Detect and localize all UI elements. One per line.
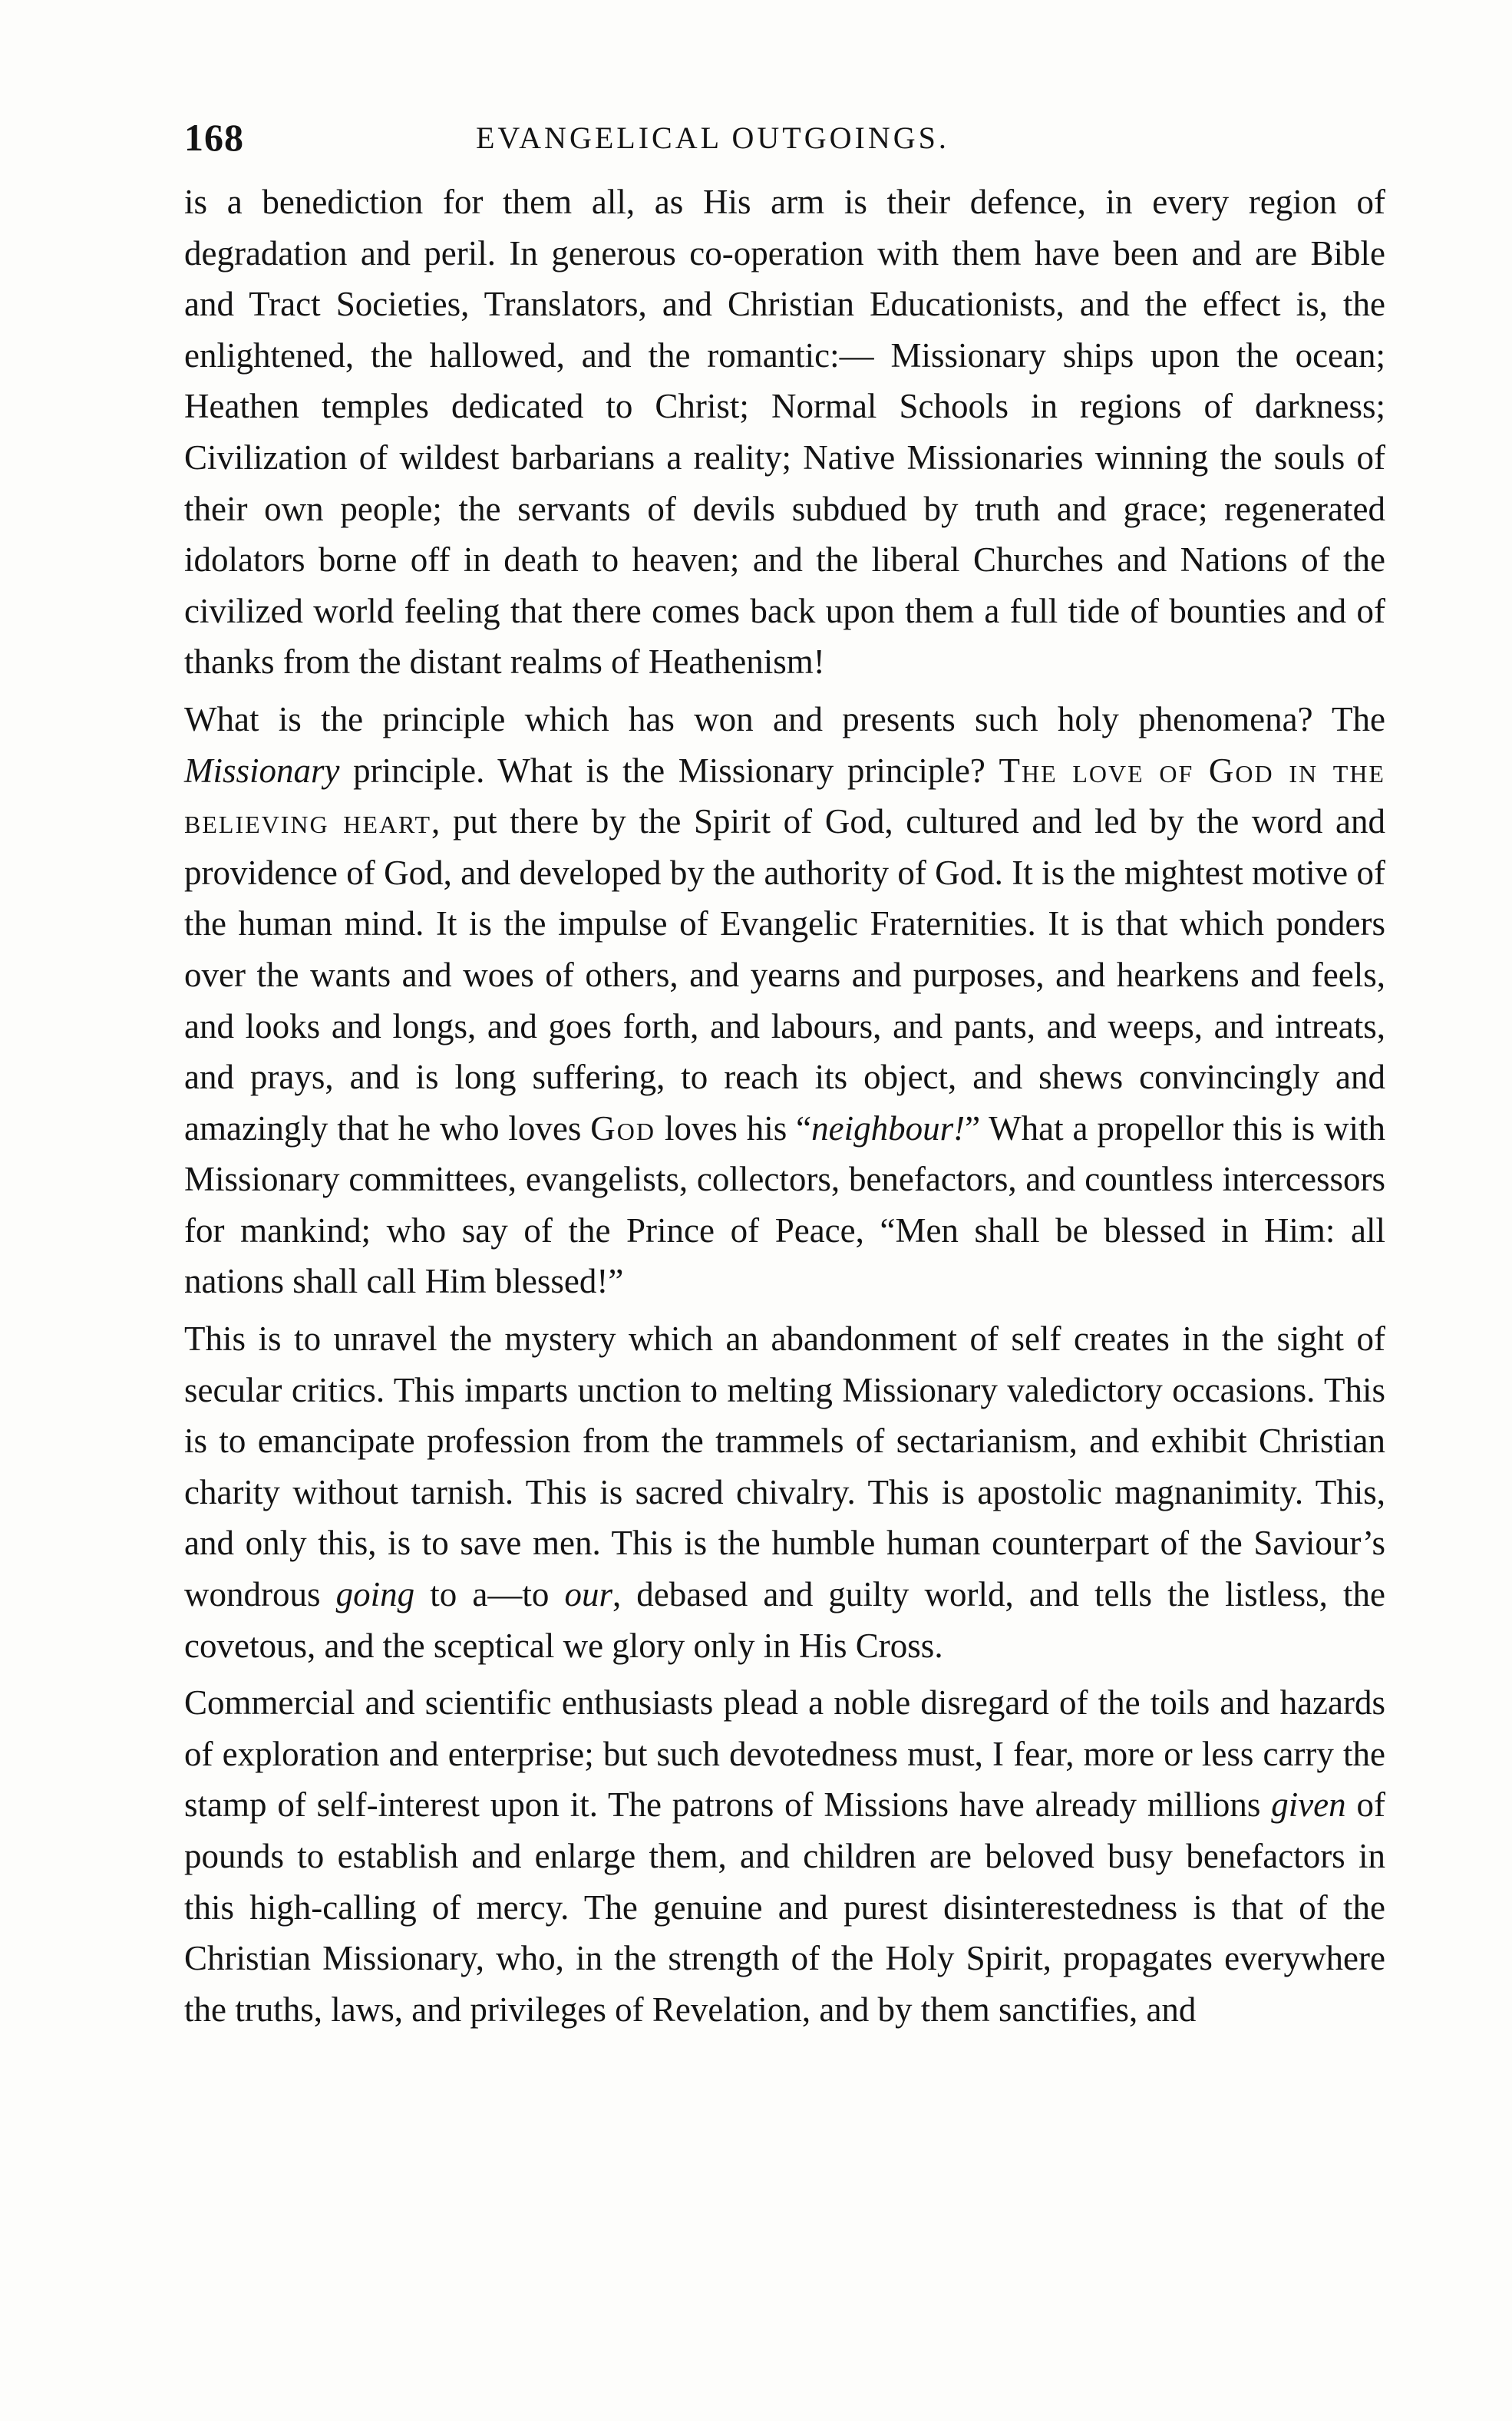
italic-our: our (564, 1575, 612, 1614)
paragraph-2-text-5: ” What a propellor this is with Missionary committees, evangelists, collectors, benefactors, and countless intercessors for mankind; who say of the Prince of Peace, “Men shall be blessed in Him: all nations shall call Him blessed!” (184, 1108, 1385, 1301)
paragraph-4 (184, 1677, 1385, 2035)
paragraph-4-text-1: Commercial and scientific enthusiasts plead a noble disregard of the toils and hazards of exploration and enterprise; but such devotedness must, I fear, more or less carry the stamp of self-interest upon it. The patrons of Missions have already millions (184, 1683, 1385, 1825)
body-text (184, 177, 1385, 2035)
paragraph-3-text-2: to a—to (414, 1575, 565, 1614)
paragraph-2-text-4: loves his “ (655, 1108, 812, 1148)
page-number: 168 (184, 116, 244, 159)
page-header (184, 115, 1385, 177)
paragraph-2-text-2: principle. What is the Missionary principle? (339, 751, 999, 790)
paragraph-1 (184, 177, 1385, 688)
italic-neighbour: neighbour! (811, 1108, 966, 1148)
small-caps-love-of-god: The love of God in the believing heart (184, 751, 1385, 841)
italic-missionary: Missionary (184, 751, 340, 790)
paragraph-1-text: is a benediction for them all, as His arm is their defence, in every region of degradation and peril. In generous co-operation with them have been and are Bible and Tract Societies, Translators, and Christian Educationists, and the effect is, the enlightened, the hallowed, and the romantic:— Missionary ships upon the ocean; Heathen temples dedicated to Christ; Normal Schools in regions of darkness; Civilization of wildest barbarians a reality; Native Missionaries winning the souls of their own people; the servants of devils subdued by truth and grace; regenerated idolators borne off in death to heaven; and the liberal Churches and Nations of the civilized world feeling that there comes back upon them a full tide of bounties and of thanks from the distant realms of Heathenism! (184, 183, 1385, 682)
italic-going: going (335, 1575, 415, 1614)
paragraph-2 (184, 694, 1385, 1307)
paragraph-3-text-1: This is to unravel the mystery which an abandonment of self creates in the sight of secular critics. This imparts unction to melting Missionary valedictory occasions. This is to emancipate profession from the trammels of sectarianism, and exhibit Christian charity without tarnish. This is sacred chivalry. This is apostolic magnanimity. This, and only this, is to save men. This is the humble human counterpart of the Saviour’s wondrous (184, 1319, 1385, 1614)
paragraph-2-text-1: What is the principle which has won and presents such holy phenomena? The (184, 699, 1385, 738)
running-title: EVANGELICAL OUTGOINGS. (476, 121, 949, 155)
paragraph-3 (184, 1313, 1385, 1671)
paragraph-2-text-3: , put there by the Spirit of God, cultured and led by the word and providence of God, and developed by the authority of God. It is the mightest motive of the human mind. It is the impulse of Evangelic Fraternities. It is that which ponders over the wants and woes of others, and yearns and purposes, and hearkens and feels, and looks and longs, and goes forth, and labours, and pants, and weeps, and intreats, and prays, and is long suffering, to reach its object, and shews convincingly and amazingly that he who loves (184, 802, 1386, 1148)
italic-given: given (1271, 1785, 1346, 1825)
paragraph-3-text-3: , debased and guilty world, and tells the listless, the covetous, and the sceptical we glory only in His Cross. (184, 1575, 1385, 1665)
paragraph-4-text-2: of pounds to establish and enlarge them, and children are beloved busy benefactors in this high-calling of mercy. The genuine and purest disinterestedness is that of the Christian Missionary, who, in the strength of the Holy Spirit, propagates everywhere the truths, laws, and privileges of Revelation, and by them sanctifies, and (184, 1785, 1385, 2029)
small-caps-god: God (590, 1108, 655, 1148)
